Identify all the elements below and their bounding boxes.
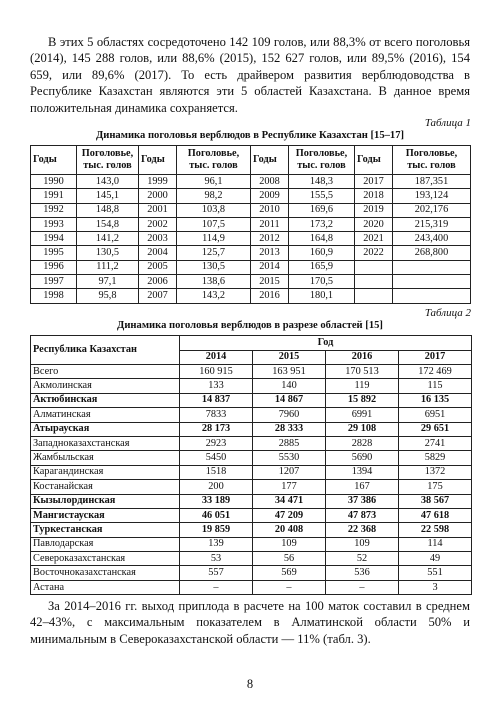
header-year: 2015 (253, 350, 326, 365)
region-value-cell: 133 (180, 379, 253, 393)
region-value-cell: 6951 (399, 408, 472, 422)
region-value-cell: 49 (399, 552, 472, 566)
region-value-cell: 22 598 (399, 523, 472, 537)
page-number: 8 (246, 677, 254, 691)
region-name-cell: Карагандинская (31, 465, 180, 479)
region-value-cell: 115 (399, 379, 472, 393)
year-cell: 2018 (355, 189, 393, 203)
region-name-cell: Актюбинская (31, 393, 180, 407)
table1-title: Динамика поголовья верблюдов в Республике Казахстан [15–17] (95, 130, 405, 141)
intro-paragraph: В этих 5 областях сосредоточено 142 109 голов, или 88,3% от всего поголовья (2014), 145 288 голов, или 88,6% (2015), 152 627 голов, или 89,5% (2016), 154 659, или 89,6% (2017). То есть драйвером развития верблюдоводства в Республике Казахстан являются эти 5 областей Казахстана. В данное время положительная динамика сохраняется. (30, 35, 470, 115)
population-cell: 130,5 (177, 260, 251, 274)
year-cell: 2020 (355, 217, 393, 231)
year-cell: 2006 (139, 275, 177, 289)
region-row (31, 393, 472, 407)
region-value-cell: 7960 (253, 408, 326, 422)
region-row (31, 480, 472, 494)
region-value-cell: 177 (253, 480, 326, 494)
header-population: Поголовье, тыс. голов (77, 146, 139, 175)
region-name-cell: Восточноказахстанская (31, 566, 180, 580)
table-row (31, 260, 471, 274)
table1-header-row (31, 146, 471, 175)
population-cell: 148,8 (77, 203, 139, 217)
region-value-cell: 28 173 (180, 422, 253, 436)
region-value-cell: 14 837 (180, 393, 253, 407)
region-value-cell: 2923 (180, 436, 253, 450)
population-cell (393, 275, 471, 289)
year-cell: 2016 (251, 289, 289, 303)
region-name-cell: Всего (31, 365, 180, 379)
table-row (31, 275, 471, 289)
year-cell (355, 289, 393, 303)
region-name-cell: Западноказахстанская (31, 436, 180, 450)
population-cell: 169,6 (289, 203, 355, 217)
region-value-cell: 2885 (253, 436, 326, 450)
header-year: 2014 (180, 350, 253, 365)
region-row (31, 537, 472, 551)
population-cell: 107,5 (177, 217, 251, 231)
population-cell: 165,9 (289, 260, 355, 274)
region-row (31, 552, 472, 566)
population-cell: 160,9 (289, 246, 355, 260)
region-value-cell: 53 (180, 552, 253, 566)
region-value-cell: 172 469 (399, 365, 472, 379)
population-cell: 164,8 (289, 232, 355, 246)
region-value-cell: 28 333 (253, 422, 326, 436)
region-value-cell: 6991 (326, 408, 399, 422)
header-population: Поголовье, тыс. голов (177, 146, 251, 175)
region-value-cell: 170 513 (326, 365, 399, 379)
region-name-cell: Атырауская (31, 422, 180, 436)
year-cell: 1995 (31, 246, 77, 260)
population-cell: 173,2 (289, 217, 355, 231)
population-cell: 143,0 (77, 175, 139, 189)
population-cell: 114,9 (177, 232, 251, 246)
region-name-cell: Кызылординская (31, 494, 180, 508)
population-cell: 145,1 (77, 189, 139, 203)
year-cell (355, 260, 393, 274)
year-cell: 2021 (355, 232, 393, 246)
year-cell: 2015 (251, 275, 289, 289)
region-value-cell: 37 386 (326, 494, 399, 508)
region-value-cell: 34 471 (253, 494, 326, 508)
table-row (31, 189, 471, 203)
region-value-cell: 160 915 (180, 365, 253, 379)
regional-camel-table (30, 335, 472, 595)
header-years: Годы (355, 146, 393, 175)
population-cell (393, 289, 471, 303)
year-cell: 2000 (139, 189, 177, 203)
population-cell: 141,2 (77, 232, 139, 246)
year-cell: 2001 (139, 203, 177, 217)
year-cell: 2013 (251, 246, 289, 260)
population-cell: 154,8 (77, 217, 139, 231)
region-value-cell: 56 (253, 552, 326, 566)
region-value-cell: 2741 (399, 436, 472, 450)
region-value-cell: 2828 (326, 436, 399, 450)
region-value-cell: 536 (326, 566, 399, 580)
region-name-cell: Североказахстанская (31, 552, 180, 566)
region-row (31, 494, 472, 508)
region-value-cell: 16 135 (399, 393, 472, 407)
year-cell: 1997 (31, 275, 77, 289)
year-cell: 1993 (31, 217, 77, 231)
region-value-cell: 29 651 (399, 422, 472, 436)
header-year-group: Год (180, 336, 472, 351)
year-cell: 2010 (251, 203, 289, 217)
region-name-cell: Жамбыльская (31, 451, 180, 465)
region-value-cell: 46 051 (180, 508, 253, 522)
population-cell: 155,5 (289, 189, 355, 203)
region-value-cell: 14 867 (253, 393, 326, 407)
region-value-cell: 47 873 (326, 508, 399, 522)
year-cell: 1998 (31, 289, 77, 303)
year-cell: 1992 (31, 203, 77, 217)
region-row (31, 451, 472, 465)
year-cell: 2011 (251, 217, 289, 231)
closing-paragraph: За 2014–2016 гг. выход приплода в расчете на 100 маток составил в среднем 42–43%, с максимальным показателем в Алматинской области 50% и минимальным в Североказахстанской области — 11% (табл. 3). (30, 599, 470, 646)
table-row (31, 175, 471, 189)
year-cell: 2003 (139, 232, 177, 246)
region-row (31, 408, 472, 422)
region-value-cell: 5829 (399, 451, 472, 465)
region-value-cell: 15 892 (326, 393, 399, 407)
population-cell: 180,1 (289, 289, 355, 303)
region-value-cell: 1372 (399, 465, 472, 479)
population-cell: 202,176 (393, 203, 471, 217)
region-value-cell: 167 (326, 480, 399, 494)
population-cell: 96,1 (177, 175, 251, 189)
region-row (31, 422, 472, 436)
population-cell: 193,124 (393, 189, 471, 203)
region-value-cell: – (253, 580, 326, 594)
population-cell: 130,5 (77, 246, 139, 260)
year-cell: 2007 (139, 289, 177, 303)
region-value-cell: 200 (180, 480, 253, 494)
population-cell: 125,7 (177, 246, 251, 260)
region-value-cell: 175 (399, 480, 472, 494)
region-name-cell: Туркестанская (31, 523, 180, 537)
year-cell: 2019 (355, 203, 393, 217)
population-cell: 111,2 (77, 260, 139, 274)
region-name-cell: Мангистауская (31, 508, 180, 522)
region-value-cell: 557 (180, 566, 253, 580)
region-name-cell: Алматинская (31, 408, 180, 422)
population-cell: 143,2 (177, 289, 251, 303)
table2-title: Динамика поголовья верблюдов в разрезе областей [15] (117, 320, 383, 331)
camel-population-table (30, 145, 471, 304)
year-cell: 2012 (251, 232, 289, 246)
population-cell: 103,8 (177, 203, 251, 217)
region-value-cell: 29 108 (326, 422, 399, 436)
population-cell: 148,3 (289, 175, 355, 189)
header-population: Поголовье, тыс. голов (289, 146, 355, 175)
population-cell: 268,800 (393, 246, 471, 260)
header-years: Годы (251, 146, 289, 175)
table1-label: Таблица 1 (424, 117, 471, 129)
header-years: Годы (139, 146, 177, 175)
year-cell: 1994 (31, 232, 77, 246)
table-row (31, 246, 471, 260)
region-value-cell: 1207 (253, 465, 326, 479)
population-cell: 243,400 (393, 232, 471, 246)
region-row (31, 365, 472, 379)
region-value-cell: 139 (180, 537, 253, 551)
region-value-cell: 3 (399, 580, 472, 594)
population-cell: 170,5 (289, 275, 355, 289)
region-name-cell: Астана (31, 580, 180, 594)
region-row (31, 465, 472, 479)
region-value-cell: 109 (253, 537, 326, 551)
table-row (31, 289, 471, 303)
region-value-cell: 19 859 (180, 523, 253, 537)
region-value-cell: 38 567 (399, 494, 472, 508)
year-cell: 1991 (31, 189, 77, 203)
region-value-cell: 5450 (180, 451, 253, 465)
population-cell: 187,351 (393, 175, 471, 189)
region-row (31, 580, 472, 594)
region-row (31, 523, 472, 537)
header-year: 2016 (326, 350, 399, 365)
year-cell: 2017 (355, 175, 393, 189)
year-cell: 2008 (251, 175, 289, 189)
region-row (31, 508, 472, 522)
region-value-cell: 114 (399, 537, 472, 551)
region-value-cell: 22 368 (326, 523, 399, 537)
region-value-cell: 163 951 (253, 365, 326, 379)
region-value-cell: 140 (253, 379, 326, 393)
region-value-cell: 7833 (180, 408, 253, 422)
header-year: 2017 (399, 350, 472, 365)
region-value-cell: 33 189 (180, 494, 253, 508)
header-region: Республика Казахстан (31, 336, 180, 365)
population-cell: 95,8 (77, 289, 139, 303)
year-cell: 2022 (355, 246, 393, 260)
year-cell: 2004 (139, 246, 177, 260)
table-row (31, 217, 471, 231)
table2-label: Таблица 2 (424, 307, 471, 319)
year-cell (355, 275, 393, 289)
header-years: Годы (31, 146, 77, 175)
region-row (31, 436, 472, 450)
region-value-cell: 1394 (326, 465, 399, 479)
population-cell: 215,319 (393, 217, 471, 231)
region-value-cell: 1518 (180, 465, 253, 479)
region-value-cell: 109 (326, 537, 399, 551)
region-value-cell: 47 209 (253, 508, 326, 522)
region-row (31, 566, 472, 580)
region-value-cell: 551 (399, 566, 472, 580)
year-cell: 1999 (139, 175, 177, 189)
header-population: Поголовье, тыс. голов (393, 146, 471, 175)
region-name-cell: Костанайская (31, 480, 180, 494)
region-value-cell: – (326, 580, 399, 594)
population-cell (393, 260, 471, 274)
region-value-cell: 569 (253, 566, 326, 580)
region-value-cell: 5690 (326, 451, 399, 465)
region-name-cell: Павлодарская (31, 537, 180, 551)
region-value-cell: – (180, 580, 253, 594)
population-cell: 98,2 (177, 189, 251, 203)
region-value-cell: 5530 (253, 451, 326, 465)
year-cell: 2009 (251, 189, 289, 203)
year-cell: 1990 (31, 175, 77, 189)
region-row (31, 379, 472, 393)
year-cell: 2014 (251, 260, 289, 274)
region-value-cell: 52 (326, 552, 399, 566)
region-value-cell: 20 408 (253, 523, 326, 537)
year-cell: 2002 (139, 217, 177, 231)
population-cell: 138,6 (177, 275, 251, 289)
table-row (31, 232, 471, 246)
year-cell: 1996 (31, 260, 77, 274)
year-cell: 2005 (139, 260, 177, 274)
table2-header-row (31, 336, 472, 351)
population-cell: 97,1 (77, 275, 139, 289)
region-value-cell: 119 (326, 379, 399, 393)
table-row (31, 203, 471, 217)
region-name-cell: Акмолинская (31, 379, 180, 393)
region-value-cell: 47 618 (399, 508, 472, 522)
